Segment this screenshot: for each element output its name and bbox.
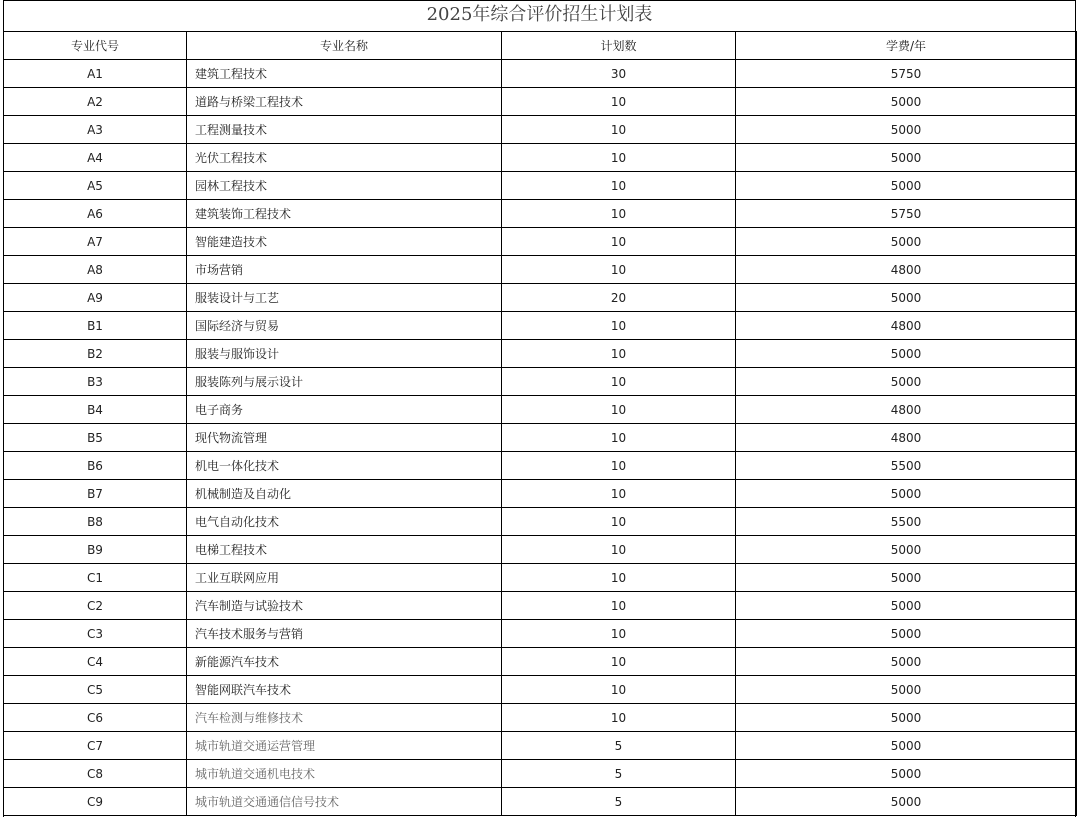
major-code-cell: A7 (4, 228, 187, 256)
major-name-cell: 汽车制造与试验技术 (187, 592, 502, 620)
plan-count-cell: 10 (502, 480, 736, 508)
tuition-cell: 5000 (736, 620, 1077, 648)
major-code-cell: A8 (4, 256, 187, 284)
tuition-cell: 5000 (736, 732, 1077, 760)
enrollment-plan-table (3, 31, 1077, 816)
plan-count-cell: 10 (502, 340, 736, 368)
major-name-cell: 国际经济与贸易 (187, 312, 502, 340)
major-code-cell: B1 (4, 312, 187, 340)
table-row (4, 172, 1077, 200)
header-plan-count: 计划数 (502, 32, 736, 60)
major-name-cell: 现代物流管理 (187, 424, 502, 452)
tuition-cell: 5750 (736, 60, 1077, 88)
table-row (4, 116, 1077, 144)
plan-count-cell: 10 (502, 424, 736, 452)
plan-count-cell: 10 (502, 452, 736, 480)
tuition-cell: 5750 (736, 200, 1077, 228)
major-name-cell: 工业互联网应用 (187, 564, 502, 592)
tuition-cell: 5500 (736, 452, 1077, 480)
table-row (4, 788, 1077, 816)
major-code-cell: A1 (4, 60, 187, 88)
table-row (4, 396, 1077, 424)
plan-count-cell: 10 (502, 648, 736, 676)
major-name-cell: 机电一体化技术 (187, 452, 502, 480)
major-code-cell: A9 (4, 284, 187, 312)
table-row (4, 564, 1077, 592)
header-major-name: 专业名称 (187, 32, 502, 60)
table-row (4, 368, 1077, 396)
table-row (4, 312, 1077, 340)
major-name-cell: 服装陈列与展示设计 (187, 368, 502, 396)
table-row (4, 676, 1077, 704)
major-code-cell: B6 (4, 452, 187, 480)
major-name-cell: 智能建造技术 (187, 228, 502, 256)
page-title: 2025年综合评价招生计划表 (3, 0, 1076, 31)
plan-count-cell: 10 (502, 88, 736, 116)
plan-count-cell: 10 (502, 256, 736, 284)
major-code-cell: A4 (4, 144, 187, 172)
tuition-cell: 5000 (736, 480, 1077, 508)
major-name-cell: 城市轨道交通通信信号技术 (187, 788, 502, 816)
major-code-cell: A6 (4, 200, 187, 228)
major-code-cell: B4 (4, 396, 187, 424)
table-row (4, 340, 1077, 368)
tuition-cell: 4800 (736, 256, 1077, 284)
major-code-cell: A5 (4, 172, 187, 200)
major-name-cell: 服装与服饰设计 (187, 340, 502, 368)
table-row (4, 648, 1077, 676)
major-code-cell: C3 (4, 620, 187, 648)
major-name-cell: 光伏工程技术 (187, 144, 502, 172)
major-code-cell: C6 (4, 704, 187, 732)
plan-count-cell: 20 (502, 284, 736, 312)
major-name-cell: 城市轨道交通运营管理 (187, 732, 502, 760)
major-code-cell: A3 (4, 116, 187, 144)
major-code-cell: C1 (4, 564, 187, 592)
tuition-cell: 5000 (736, 760, 1077, 788)
plan-count-cell: 10 (502, 676, 736, 704)
major-name-cell: 机械制造及自动化 (187, 480, 502, 508)
tuition-cell: 5000 (736, 788, 1077, 816)
major-code-cell: B2 (4, 340, 187, 368)
major-name-cell: 道路与桥梁工程技术 (187, 88, 502, 116)
tuition-cell: 5000 (736, 368, 1077, 396)
table-row (4, 284, 1077, 312)
table-row (4, 760, 1077, 788)
tuition-cell: 5000 (736, 144, 1077, 172)
plan-count-cell: 10 (502, 172, 736, 200)
plan-count-cell: 10 (502, 312, 736, 340)
major-name-cell: 电子商务 (187, 396, 502, 424)
major-code-cell: C9 (4, 788, 187, 816)
tuition-cell: 5000 (736, 564, 1077, 592)
table-row (4, 452, 1077, 480)
table-row (4, 480, 1077, 508)
header-tuition: 学费/年 (736, 32, 1077, 60)
table-row (4, 88, 1077, 116)
major-name-cell: 城市轨道交通机电技术 (187, 760, 502, 788)
table-row (4, 592, 1077, 620)
plan-count-cell: 10 (502, 704, 736, 732)
major-code-cell: B5 (4, 424, 187, 452)
plan-count-cell: 10 (502, 620, 736, 648)
major-code-cell: B7 (4, 480, 187, 508)
tuition-cell: 5000 (736, 284, 1077, 312)
tuition-cell: 5000 (736, 172, 1077, 200)
plan-count-cell: 10 (502, 228, 736, 256)
tuition-cell: 5000 (736, 228, 1077, 256)
header-major-code: 专业代号 (4, 32, 187, 60)
table-row (4, 256, 1077, 284)
tuition-cell: 4800 (736, 312, 1077, 340)
tuition-cell: 5000 (736, 88, 1077, 116)
plan-count-cell: 10 (502, 564, 736, 592)
major-name-cell: 智能网联汽车技术 (187, 676, 502, 704)
tuition-cell: 5000 (736, 592, 1077, 620)
major-code-cell: B8 (4, 508, 187, 536)
tuition-cell: 5000 (736, 340, 1077, 368)
tuition-cell: 5000 (736, 536, 1077, 564)
table-row (4, 144, 1077, 172)
major-code-cell: C7 (4, 732, 187, 760)
tuition-cell: 5000 (736, 676, 1077, 704)
major-code-cell: B3 (4, 368, 187, 396)
table-row (4, 60, 1077, 88)
major-code-cell: C5 (4, 676, 187, 704)
plan-count-cell: 10 (502, 396, 736, 424)
plan-count-cell: 5 (502, 760, 736, 788)
major-name-cell: 电气自动化技术 (187, 508, 502, 536)
major-code-cell: C4 (4, 648, 187, 676)
tuition-cell: 5000 (736, 116, 1077, 144)
major-name-cell: 电梯工程技术 (187, 536, 502, 564)
plan-count-cell: 5 (502, 788, 736, 816)
major-name-cell: 市场营销 (187, 256, 502, 284)
major-name-cell: 建筑装饰工程技术 (187, 200, 502, 228)
table-row (4, 732, 1077, 760)
table-row (4, 200, 1077, 228)
plan-count-cell: 10 (502, 368, 736, 396)
table-row (4, 228, 1077, 256)
major-code-cell: B9 (4, 536, 187, 564)
major-name-cell: 汽车检测与维修技术 (187, 704, 502, 732)
table-row (4, 704, 1077, 732)
major-name-cell: 工程测量技术 (187, 116, 502, 144)
plan-count-cell: 5 (502, 732, 736, 760)
tuition-cell: 5000 (736, 704, 1077, 732)
major-code-cell: A2 (4, 88, 187, 116)
major-code-cell: C8 (4, 760, 187, 788)
tuition-cell: 5500 (736, 508, 1077, 536)
tuition-cell: 5000 (736, 648, 1077, 676)
major-name-cell: 园林工程技术 (187, 172, 502, 200)
major-name-cell: 服装设计与工艺 (187, 284, 502, 312)
plan-count-cell: 10 (502, 536, 736, 564)
plan-count-cell: 30 (502, 60, 736, 88)
table-row (4, 620, 1077, 648)
table-row (4, 536, 1077, 564)
plan-count-cell: 10 (502, 592, 736, 620)
table-header-row (4, 32, 1077, 60)
plan-count-cell: 10 (502, 200, 736, 228)
major-name-cell: 建筑工程技术 (187, 60, 502, 88)
major-name-cell: 汽车技术服务与营销 (187, 620, 502, 648)
table-row (4, 508, 1077, 536)
major-code-cell: C2 (4, 592, 187, 620)
plan-count-cell: 10 (502, 144, 736, 172)
plan-count-cell: 10 (502, 508, 736, 536)
major-name-cell: 新能源汽车技术 (187, 648, 502, 676)
tuition-cell: 4800 (736, 396, 1077, 424)
table-row (4, 424, 1077, 452)
tuition-cell: 4800 (736, 424, 1077, 452)
plan-count-cell: 10 (502, 116, 736, 144)
